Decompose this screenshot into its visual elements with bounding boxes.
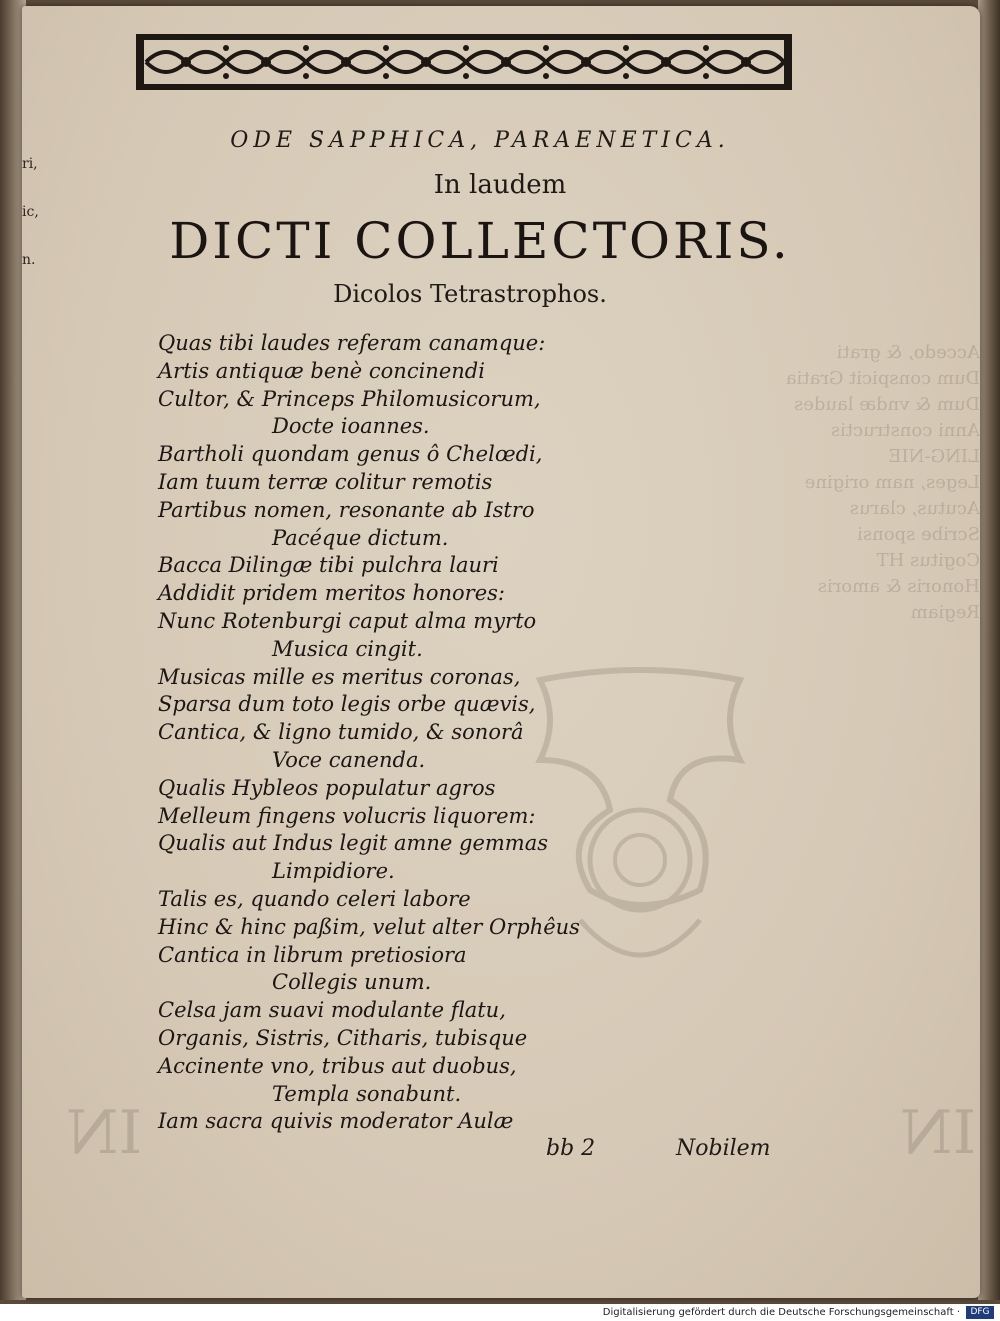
poem-line: Qualis Hybleos populatur agros	[158, 775, 496, 800]
poem-line-adonic: Pacéque dictum.	[272, 525, 449, 550]
poem-line: Hinc & hinc paßim, velut alter Orphêus	[158, 914, 580, 939]
poem-line: Iam tuum terræ colitur remotis	[158, 469, 493, 494]
poem-line: Cantica in librum pretiosiora	[158, 942, 467, 967]
page-subtitle: Dicolos Tetrastrophos.	[333, 280, 607, 308]
in-laudem-line: In laudem	[433, 170, 567, 200]
bleed-line: Dum conspicit Gratia	[785, 368, 980, 389]
bleed-line: Dum & vndæ laudes	[794, 394, 980, 415]
poem-line: Bartholi quondam genus ô Chelœdi,	[158, 442, 543, 467]
poem-line-adonic: Voce canenda.	[272, 747, 426, 772]
poem-line: Musicas mille es meritus coronas,	[158, 664, 521, 689]
page-header: ODE SAPPHICA, PARAENETICA.	[230, 128, 730, 153]
poem-line: Bacca Dilingæ tibi pulchra lauri	[158, 553, 499, 578]
bleed-through-in-right: IN	[900, 1098, 977, 1168]
poem-line-adonic: Musica cingit.	[272, 636, 423, 661]
poem-line-adonic: Docte ioannes.	[272, 414, 430, 439]
poem-line: Nunc Rotenburgi caput alma myrto	[158, 608, 537, 633]
bleed-line: LING-NIE	[888, 446, 980, 467]
bleed-through-in-left: IN	[66, 1098, 143, 1168]
poem-line: Organis, Sistris, Citharis, tubisque	[158, 1025, 528, 1050]
poem-line: Celsa jam suavi modulante flatu,	[158, 998, 506, 1023]
poem-line-adonic: Collegis unum.	[272, 970, 432, 995]
left-fragment-line: ri,	[22, 156, 38, 172]
floral-ornament-icon	[136, 30, 792, 94]
footer-credit: Digitalisierung gefördert durch die Deutsche Forschungsgemeinschaft ·	[602, 1307, 960, 1318]
footer-bar	[0, 1304, 1000, 1321]
bleed-line: Acutus, clarus	[849, 498, 980, 519]
poem-body	[158, 330, 578, 1136]
catchword: Nobilem	[676, 1136, 771, 1161]
poem-line: Qualis aut Indus legit amne gemmas	[158, 831, 549, 856]
left-page-fragment	[22, 156, 39, 300]
dfg-logo-icon: DFG	[966, 1306, 994, 1319]
left-fragment-line: ic,	[22, 204, 39, 220]
poem-line: Accinente vno, tribus aut duobus,	[158, 1053, 517, 1078]
bleed-line: Leges, nam origine	[804, 472, 980, 493]
bleed-line: Regiam	[910, 602, 980, 623]
poem-line: Sparsa dum toto legis orbe quævis,	[158, 692, 536, 717]
page-title: DICTI COLLECTORIS.	[169, 212, 791, 270]
bleed-line: Honoris & amoris	[817, 576, 980, 597]
poem-line: Partibus nomen, resonante ab Istro	[158, 497, 535, 522]
poem-line: Cantica, & ligno tumido, & sonorâ	[158, 720, 524, 745]
poem-line-adonic: Limpidiore.	[272, 859, 395, 884]
left-fragment-line: n.	[22, 252, 36, 268]
bleed-line: Cogitus HT	[876, 550, 980, 571]
book-edge-right	[978, 0, 1000, 1300]
bleed-line: Accedo, & grati	[836, 342, 980, 363]
bleed-through-text	[760, 340, 980, 626]
poem-line: Melleum fingens volucris liquorem:	[158, 803, 536, 828]
poem-line: Cultor, & Princeps Philomusicorum,	[158, 386, 541, 411]
poem-line: Addidit pridem meritos honores:	[158, 581, 505, 606]
poem-line-adonic: Templa sonabunt.	[272, 1081, 462, 1106]
signature-mark: bb 2	[546, 1136, 596, 1161]
poem-line: Talis es, quando celeri labore	[158, 886, 471, 911]
bleed-line: Scribe sponsi	[857, 524, 980, 545]
poem-line: Iam sacra quivis moderator Aulæ	[158, 1109, 514, 1134]
poem-line: Artis antiquæ benè concinendi	[158, 358, 485, 383]
poem-line: Quas tibi laudes referam canamque:	[158, 331, 546, 355]
bleed-line: Anni constructis	[830, 420, 980, 441]
